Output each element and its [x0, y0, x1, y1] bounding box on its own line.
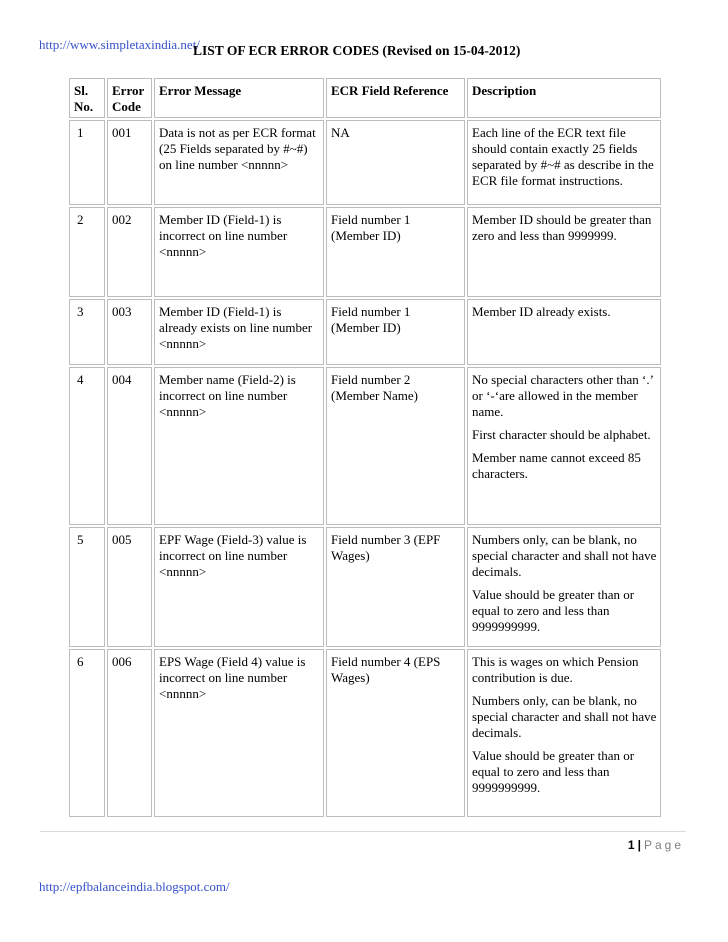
- header-field-reference: ECR Field Reference: [326, 78, 465, 118]
- header-error-code: Error Code: [107, 78, 152, 118]
- description-paragraph: First character should be alphabet.: [472, 427, 651, 442]
- table-row: [69, 649, 661, 817]
- cell-sl-no: 6: [69, 649, 105, 817]
- cell-sl-no: 3: [69, 299, 105, 365]
- cell-sl-no: 4: [69, 367, 105, 525]
- header-description: Description: [467, 78, 661, 118]
- page-number: [628, 838, 684, 852]
- description-paragraph: Each line of the ECR text file should contain exactly 25 fields separated by #~# as describe in the ECR file format instructions.: [472, 125, 654, 188]
- cell-field-reference: Field number 4 (EPS Wages): [326, 649, 465, 817]
- cell-description: [467, 649, 661, 817]
- cell-sl-no: 1: [69, 120, 105, 205]
- description-paragraph: This is wages on which Pension contribution is due.: [472, 654, 639, 685]
- cell-error-message: Member ID (Field-1) is already exists on line number <nnnnn>: [154, 299, 324, 365]
- table-row: [69, 120, 661, 205]
- cell-error-code: 001: [107, 120, 152, 205]
- description-paragraph: Member name cannot exceed 85 characters.: [472, 450, 641, 481]
- error-codes-table: [67, 76, 663, 819]
- cell-sl-no: 2: [69, 207, 105, 297]
- description-paragraph: Member ID already exists.: [472, 304, 611, 319]
- cell-error-message: Member ID (Field-1) is incorrect on line number <nnnnn>: [154, 207, 324, 297]
- description-paragraph: Numbers only, can be blank, no special character and shall not have decimals.: [472, 532, 657, 579]
- cell-error-message: EPF Wage (Field-3) value is incorrect on line number <nnnnn>: [154, 527, 324, 647]
- cell-description: [467, 367, 661, 525]
- cell-error-message: Data is not as per ECR format (25 Fields separated by #~#) on line number <nnnnn>: [154, 120, 324, 205]
- page-title: LIST OF ECR ERROR CODES (Revised on 15-04-2012): [193, 43, 521, 58]
- cell-error-message: Member name (Field-2) is incorrect on line number <nnnnn>: [154, 367, 324, 525]
- cell-description: [467, 120, 661, 205]
- footer-url[interactable]: http://epfbalanceindia.blogspot.com/: [39, 879, 230, 894]
- page-number-value: 1: [627, 838, 635, 852]
- header-url[interactable]: http://www.simpletaxindia.net/: [39, 37, 200, 52]
- table-row: [69, 367, 661, 525]
- cell-error-message: EPS Wage (Field 4) value is incorrect on line number <nnnnn>: [154, 649, 324, 817]
- header-error-message: Error Message: [154, 78, 324, 118]
- cell-field-reference: Field number 1 (Member ID): [326, 207, 465, 297]
- cell-description: [467, 527, 661, 647]
- table-row: [69, 299, 661, 365]
- cell-error-code: 005: [107, 527, 152, 647]
- table-row: [69, 207, 661, 297]
- cell-sl-no: 5: [69, 527, 105, 647]
- description-paragraph: No special characters other than ‘.’ or ‘-‘are allowed in the member name.: [472, 372, 653, 419]
- header-sl-no: Sl. No.: [69, 78, 105, 118]
- description-paragraph: Member ID should be greater than zero and less than 9999999.: [472, 212, 652, 243]
- table-header-row: [69, 78, 661, 118]
- cell-field-reference: Field number 1 (Member ID): [326, 299, 465, 365]
- cell-field-reference: NA: [326, 120, 465, 205]
- cell-description: [467, 299, 661, 365]
- cell-field-reference: Field number 2 (Member Name): [326, 367, 465, 525]
- page-word: Page: [643, 838, 684, 852]
- footer-divider: [40, 831, 686, 832]
- cell-error-code: 006: [107, 649, 152, 817]
- cell-error-code: 004: [107, 367, 152, 525]
- page-separator: |: [637, 838, 641, 852]
- cell-error-code: 003: [107, 299, 152, 365]
- description-paragraph: Value should be greater than or equal to zero and less than 9999999999.: [472, 587, 635, 634]
- cell-error-code: 002: [107, 207, 152, 297]
- description-paragraph: Numbers only, can be blank, no special character and shall not have decimals.: [472, 693, 657, 740]
- description-paragraph: Value should be greater than or equal to zero and less than 9999999999.: [472, 748, 635, 795]
- cell-field-reference: Field number 3 (EPF Wages): [326, 527, 465, 647]
- cell-description: [467, 207, 661, 297]
- table-row: [69, 527, 661, 647]
